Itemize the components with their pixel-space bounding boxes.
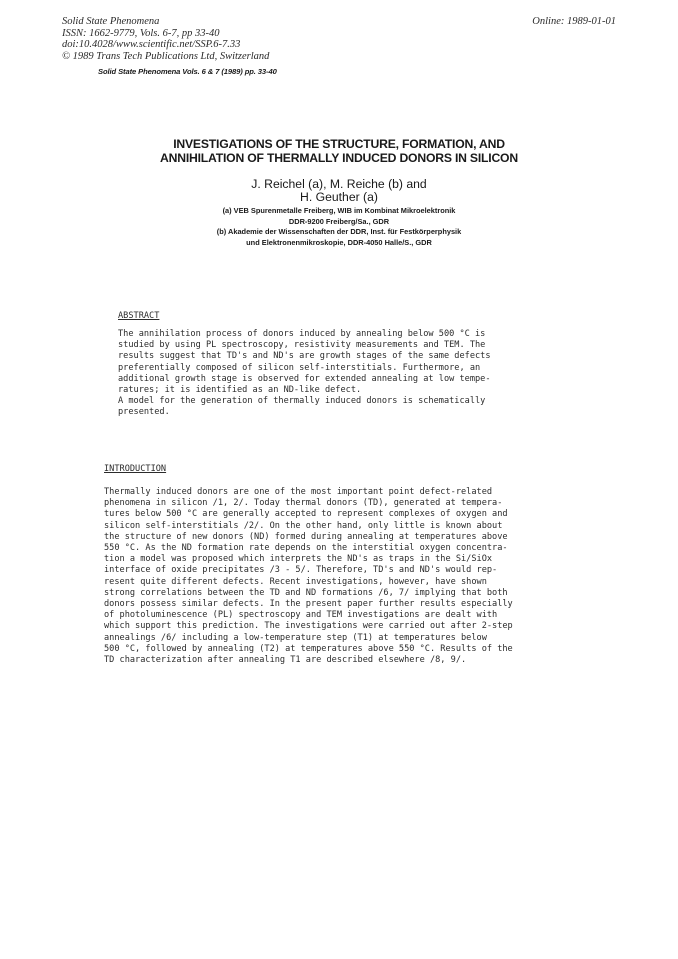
header-line: doi:10.4028/www.scientific.net/SSP.6-7.33 — [62, 39, 241, 50]
introduction-line: phenomena in silicon /1, 2/. Today thermal donors (TD), generated at tempera- — [104, 498, 503, 509]
abstract-line: presented. — [118, 407, 170, 418]
introduction-line: silicon self-interstitials /2/. On the other hand, only little is known about — [104, 520, 503, 531]
authors — [110, 178, 568, 203]
online-date: Online: 1989-01-01 — [532, 16, 616, 27]
title-line: ANNIHILATION OF THERMALLY INDUCED DONORS IN SILICON — [160, 150, 518, 165]
title-line: INVESTIGATIONS OF THE STRUCTURE, FORMATION, AND — [173, 137, 505, 151]
abstract-line: results suggest that TD's and ND's are growth stages of the same defects — [118, 351, 491, 362]
introduction-line: of photoluminescence (PL) spectroscopy and TEM investigations are dealt with — [104, 610, 498, 621]
abstract-line: ratures; it is identified as an ND-like defect. — [118, 385, 362, 396]
introduction-line: 550 °C. As the ND formation rate depends on the interstitial oxygen concentra- — [104, 543, 508, 554]
introduction-line: resent quite different defects. Recent investigations, however, have shown — [104, 576, 487, 587]
introduction-line: annealings /6/ including a low-temperature step (T1) at temperatures below — [104, 632, 487, 643]
header-line: Solid State Phenomena — [62, 16, 160, 27]
abstract-line: additional growth stage is observed for extended annealing at low tempe- — [118, 373, 491, 384]
abstract-line: preferentially composed of silicon self-interstitials. Furthermore, an — [118, 362, 481, 373]
introduction-line: strong correlations between the TD and ND formations /6, 7/ implying that both — [104, 587, 508, 598]
introduction-line: interface of oxide precipitates /3 - 5/. Therefore, TD's and ND's would rep- — [104, 565, 498, 576]
abstract-body — [118, 329, 491, 419]
introduction-line: which support this prediction. The investigations were carried out after 2-step — [104, 621, 513, 632]
header-line: © 1989 Trans Tech Publications Ltd, Switzerland — [62, 50, 270, 62]
paper-title — [110, 138, 568, 165]
introduction-line: the structure of new donors (ND) formed during annealing at temperatures above — [104, 531, 508, 542]
abstract-line: studied by using PL spectroscopy, resistivity measurements and TEM. The — [118, 340, 486, 351]
introduction-line: 500 °C, followed by annealing (T2) at temperatures above 550 °C. Results of the — [104, 643, 513, 654]
header-line: ISSN: 1662-9779, Vols. 6-7, pp 33-40 — [62, 27, 220, 39]
authors-line: J. Reichel (a), M. Reiche (b) and — [251, 177, 427, 191]
citation-header — [62, 16, 269, 62]
abstract-line: The annihilation process of donors induced by annealing below 500 °C is — [118, 329, 486, 339]
introduction-line: Thermally induced donors are one of the most important point defect-related — [104, 487, 493, 497]
abstract-line: A model for the generation of thermally induced donors is schematically — [118, 396, 486, 407]
introduction-heading: INTRODUCTION — [104, 464, 167, 474]
authors-line: H. Geuther (a) — [300, 189, 378, 204]
affiliation-line: (b) Akademie der Wissenschaften der DDR, Inst. für Festkörperphysik — [216, 227, 462, 236]
introduction-line: TD characterization after annealing T1 are described elsewhere /8, 9/. — [104, 655, 467, 666]
introduction-line: donors possess similar defects. In the present paper further results especially — [104, 599, 513, 610]
introduction-line: tures below 500 °C are generally accepted to represent complexes of oxygen and — [104, 509, 508, 520]
introduction-body — [104, 487, 513, 666]
affiliations — [110, 206, 568, 248]
journal-reference: Solid State Phenomena Vols. 6 & 7 (1989) pp. 33-40 — [98, 67, 277, 76]
affiliation-line: und Elektronenmikroskopie, DDR-4050 Halle/S., GDR — [246, 237, 432, 247]
affiliation-line: (a) VEB Spurenmetalle Freiberg, WIB im Kombinat Mikroelektronik — [222, 206, 456, 215]
abstract-heading: ABSTRACT — [118, 311, 160, 321]
affiliation-line: DDR-9200 Freiberg/Sa., GDR — [288, 216, 390, 226]
introduction-line: tion a model was proposed which interprets the ND's as traps in the Si/SiOx — [104, 554, 493, 565]
